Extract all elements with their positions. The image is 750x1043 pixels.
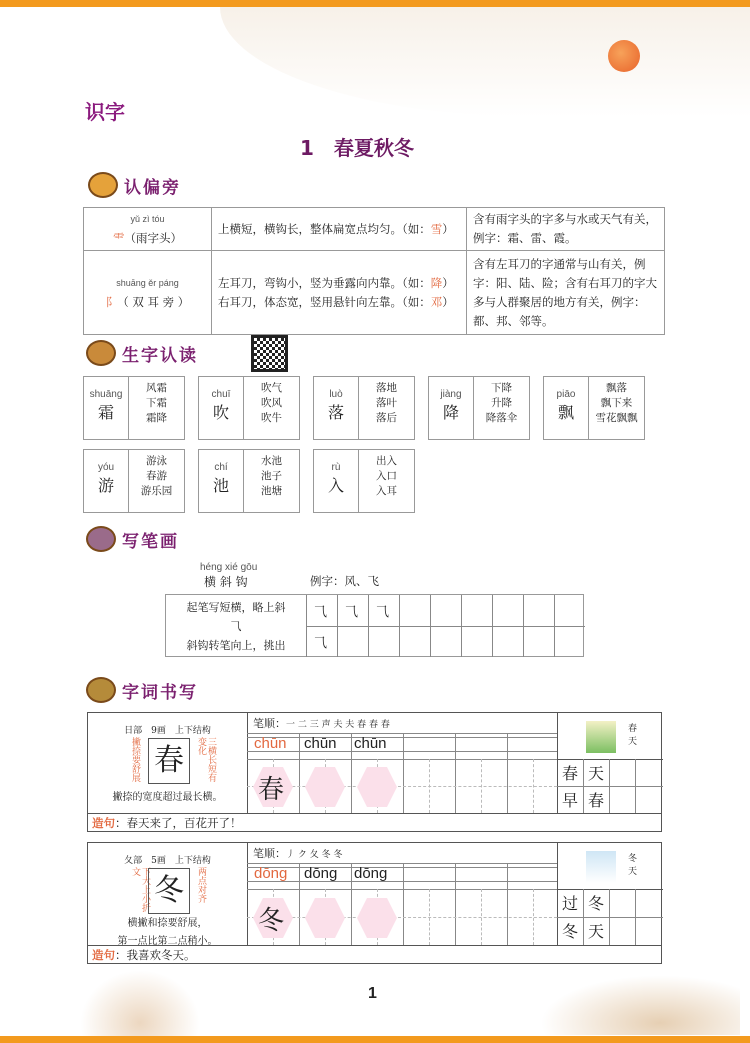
writing-0-order: 一 二 三 声 夫 夫 春 春 春 bbox=[286, 720, 390, 730]
char-cards-6-char: 池 bbox=[212, 476, 229, 495]
mascot-icon bbox=[86, 340, 116, 366]
writing-0-words-0-1: 天 bbox=[588, 764, 605, 783]
char-cards-1-words-1: 吹风 bbox=[261, 397, 282, 409]
char-card bbox=[313, 449, 415, 513]
char-cards-7-char: 入 bbox=[327, 476, 344, 495]
char-cards-3-words-0: 下降 bbox=[491, 382, 512, 394]
illustration bbox=[586, 851, 616, 883]
radical-table-0-glyph: ⻗ bbox=[113, 231, 125, 245]
char-cards-2-pinyin: luò bbox=[329, 389, 343, 400]
char-cards-2-words-1: 落叶 bbox=[376, 397, 397, 409]
writing-1-sentence: ：我喜欢冬天。 bbox=[115, 948, 196, 962]
cow-icon bbox=[86, 526, 116, 552]
writing-0-sentence-label: 造句 bbox=[92, 816, 115, 830]
char-card bbox=[83, 449, 185, 513]
char-cards-2-words-0: 落地 bbox=[376, 382, 397, 394]
writing-0-tip: 撇捺的宽度超过最长横。 bbox=[112, 792, 223, 803]
lotus-decoration bbox=[80, 970, 200, 1036]
writing-1-words-0-0: 过 bbox=[562, 894, 579, 913]
radical-table-0-name: （雨字头） bbox=[124, 231, 182, 245]
top-bar bbox=[0, 0, 750, 7]
char-cards-1-pinyin: chuī bbox=[211, 389, 231, 400]
writing-1-tip2: 第一点比第二点稍小。 bbox=[117, 936, 218, 947]
char-cards-3-char: 降 bbox=[442, 403, 459, 422]
radical-table-1-desc2: 右耳刀，体态宽，竖用悬针向左靠。（如： bbox=[218, 294, 431, 309]
header-decoration bbox=[220, 7, 750, 117]
lesson-title: 1 春夏秋冬 bbox=[300, 136, 414, 160]
stroke-sample: ⺄ bbox=[314, 605, 328, 620]
char-cards-0-words-2: 霜降 bbox=[146, 412, 167, 424]
char-cards-0-words-0: 风霜 bbox=[146, 382, 167, 394]
char-cards-6-words-1: 池子 bbox=[261, 470, 282, 482]
char-cards-6-words-0: 水池 bbox=[261, 455, 282, 467]
char-cards-3-words-2: 降落伞 bbox=[485, 412, 518, 424]
stroke-grid bbox=[165, 594, 584, 657]
char-cards-5-pinyin: yóu bbox=[97, 462, 115, 473]
char-cards-3-pinyin: jiàng bbox=[440, 389, 462, 400]
writing-1-char: 冬 bbox=[258, 906, 285, 936]
writing-1-left-tip: 下大上小折文 bbox=[130, 867, 150, 912]
char-cards-7-pinyin: rù bbox=[331, 462, 341, 473]
writing-1-words-1-1: 天 bbox=[588, 922, 605, 941]
char-cards-2-char: 落 bbox=[327, 403, 344, 422]
char-card bbox=[313, 376, 415, 440]
radical-table-1-note: 含有左耳刀的字通常与山有关，例字：阳、陆、险；含有右耳刀的字大多与人群聚居的地方有关，例字：都、邦、邻等。 bbox=[467, 251, 665, 335]
sections-new-chars: 生字认读 bbox=[122, 345, 198, 366]
mask-icon bbox=[86, 677, 116, 703]
char-cards-1-char: 吹 bbox=[212, 403, 229, 422]
char-cards-5-words-0: 游泳 bbox=[146, 455, 167, 467]
char-cards-0-char: 霜 bbox=[97, 403, 114, 422]
writing-1-char: 冬 bbox=[148, 868, 190, 914]
radical-table bbox=[83, 207, 665, 335]
writing-0-pinyin: chūn bbox=[354, 735, 387, 752]
radical-table-0-desc: 上横短，横钩长，整体扁宽点均匀。（如： bbox=[218, 221, 431, 236]
writing-0-right-tip: 三横长短有变化 bbox=[196, 737, 216, 782]
char-cards-2-words-2: 落后 bbox=[376, 412, 397, 424]
radical-table-1-desc1: 左耳刀，弯钩小，竖为垂露向内靠。（如： bbox=[218, 275, 431, 290]
radical-table-1-pinyin: shuāng ěr páng bbox=[116, 277, 179, 288]
char-cards-4-pinyin: piāo bbox=[556, 389, 576, 400]
radical-table-1-desc-end: ） bbox=[442, 294, 454, 309]
writing-0-char: 春 bbox=[148, 738, 190, 784]
page-number: 1 bbox=[368, 985, 377, 1002]
radical-table-1-example1: 降 bbox=[430, 275, 443, 290]
writing-0-info: 日部 9画 上下结构 bbox=[124, 726, 211, 736]
char-cards-7-words-2: 入耳 bbox=[376, 485, 397, 497]
char-cards-6-pinyin: chí bbox=[214, 462, 228, 473]
char-card bbox=[83, 376, 185, 440]
sections-writing: 字词书写 bbox=[122, 682, 198, 703]
radical-table-1-example2: 邓 bbox=[430, 294, 443, 309]
writing-1-right-tip: 两点对齐 bbox=[196, 867, 206, 903]
unit-label: 识字 bbox=[85, 100, 125, 124]
stroke-name: 横 斜 钩 bbox=[204, 575, 248, 589]
sections-radicals: 认偏旁 bbox=[124, 177, 181, 198]
char-card bbox=[198, 376, 300, 440]
stroke-sample: ⺄ bbox=[314, 636, 328, 651]
char-cards-1-words-2: 吹牛 bbox=[261, 412, 282, 424]
writing-1-pinyin: dōng bbox=[254, 865, 288, 882]
writing-1-pinyin: dōng bbox=[354, 865, 388, 882]
radical-table-0-desc-end: ） bbox=[442, 221, 454, 236]
char-cards-5-words-1: 春游 bbox=[146, 470, 167, 482]
writing-0-words-0-0: 春 bbox=[562, 764, 579, 783]
illustration bbox=[586, 721, 616, 753]
sun-decoration bbox=[608, 40, 640, 72]
radical-table-0-pinyin: yǔ zì tóu bbox=[130, 214, 165, 224]
char-card bbox=[198, 449, 300, 513]
char-cards-4-words-0: 飘落 bbox=[606, 382, 627, 394]
writing-0-order-label: 笔顺： bbox=[253, 717, 286, 730]
char-cards-5-char: 游 bbox=[97, 476, 114, 495]
writing-0-pic-label: 春天 bbox=[628, 724, 638, 747]
writing-0-char: 春 bbox=[258, 775, 285, 805]
writing-1-pic-label: 冬天 bbox=[628, 854, 638, 877]
writing-1-pinyin: dōng bbox=[304, 865, 338, 882]
writing-1-sentence-label: 造句 bbox=[92, 948, 115, 962]
radical-table-0-note: 含有雨字头的字多与水或天气有关，例字：霜、雷、霞。 bbox=[467, 208, 665, 251]
char-card bbox=[428, 376, 530, 440]
fisherman-decoration bbox=[540, 975, 740, 1035]
char-cards-3-words-1: 升降 bbox=[491, 397, 512, 409]
writing-box bbox=[87, 712, 662, 832]
stroke-sample: ⺄ bbox=[376, 605, 390, 620]
radical-table-1-desc-end: ） bbox=[442, 275, 454, 290]
radical-table-1-glyph: 阝 bbox=[105, 294, 118, 309]
writing-box bbox=[87, 842, 662, 964]
radical-table-1-name: （ 双 耳 旁 ） bbox=[117, 294, 190, 309]
qr-code[interactable] bbox=[251, 335, 288, 372]
char-cards-7-words-0: 出入 bbox=[376, 455, 397, 467]
section-radicals bbox=[88, 172, 181, 198]
section-strokes bbox=[86, 526, 179, 552]
char-cards-4-words-2: 雪花飘飘 bbox=[595, 412, 638, 424]
char-cards-7-words-1: 入口 bbox=[376, 470, 397, 482]
stroke-sample: ⺄ bbox=[345, 605, 359, 620]
radical-table-0-example: 雪 bbox=[430, 221, 443, 236]
writing-0-words-1-0: 早 bbox=[562, 791, 579, 810]
sections-strokes: 写笔画 bbox=[122, 531, 179, 552]
writing-1-info: 夂部 5画 上下结构 bbox=[124, 856, 211, 866]
stroke-pinyin: héng xié gōu bbox=[200, 562, 258, 573]
writing-1-tip: 横撇和捺要舒展， bbox=[127, 918, 208, 929]
writing-1-order-label: 笔顺： bbox=[253, 847, 286, 860]
writing-1-order: 丿 ク 夂 冬 冬 bbox=[286, 850, 343, 860]
section-writing bbox=[86, 677, 198, 703]
cat-icon bbox=[88, 172, 118, 198]
writing-0-sentence: ：春天来了，百花开了！ bbox=[115, 816, 242, 830]
writing-1-words-1-0: 冬 bbox=[562, 922, 579, 941]
writing-0-words-1-1: 春 bbox=[588, 791, 605, 810]
section-new-chars bbox=[86, 340, 198, 366]
char-cards-4-words-1: 飘下来 bbox=[600, 397, 633, 409]
writing-0-left-tip: 撇捺要舒展 bbox=[130, 737, 140, 782]
stroke-glyph: ⺄ bbox=[230, 620, 242, 633]
stroke-tip1: 起笔写短横，略上斜 bbox=[186, 601, 286, 614]
bottom-bar bbox=[0, 1036, 750, 1043]
char-cards-0-words-1: 下霜 bbox=[146, 397, 167, 409]
char-cards-5-words-2: 游乐园 bbox=[140, 485, 173, 497]
stroke-tip2: 斜钩转笔向上，挑出 bbox=[186, 639, 286, 652]
char-cards-0-pinyin: shuāng bbox=[89, 389, 123, 400]
writing-0-pinyin: chūn bbox=[254, 735, 287, 752]
char-cards-1-words-0: 吹气 bbox=[261, 382, 282, 394]
stroke-examples: 例字：风、飞 bbox=[310, 574, 379, 588]
writing-0-pinyin: chūn bbox=[304, 735, 337, 752]
char-cards-6-words-2: 池塘 bbox=[261, 485, 282, 497]
char-card bbox=[543, 376, 645, 440]
writing-1-words-0-1: 冬 bbox=[588, 894, 605, 913]
char-cards-4-char: 飘 bbox=[557, 403, 574, 422]
